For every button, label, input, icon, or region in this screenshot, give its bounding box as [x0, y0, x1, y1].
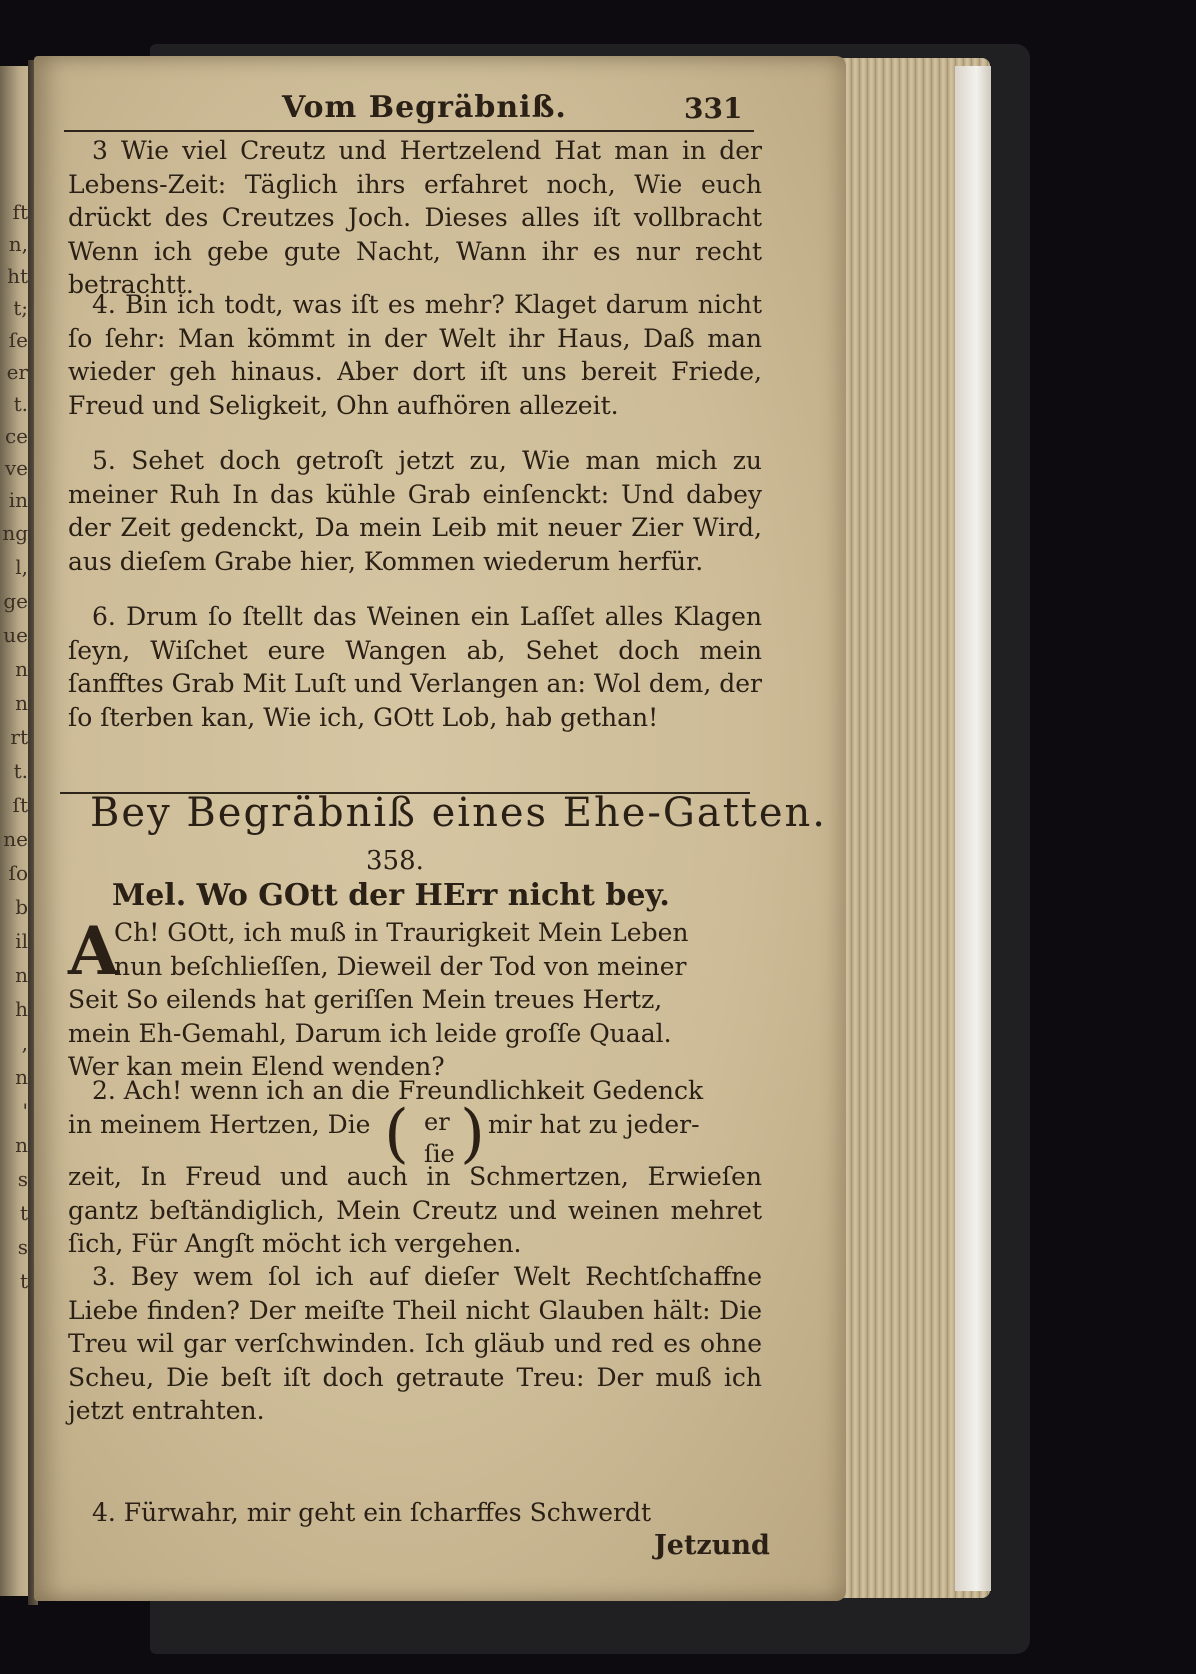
page-header [70, 90, 750, 134]
left-page-fragment: t; [13, 296, 28, 320]
hymn-verse-2-head [68, 1074, 768, 1174]
verse-1-line: mein Eh-Gemahl, Darum ich leide groſſe Quaal. [68, 1018, 672, 1048]
left-page-fragment: ce [4, 424, 28, 448]
verse-5: 5. Sehet doch getroſt jetzt zu, Wie man mich zu meiner Ruh In das kühle Grab einſenckt: Und dabey der Zeit gedenckt, Da mein Leib mit neuer Zier Wird, aus dieſem Grabe hier, Kommen wiederum herfür. [68, 446, 762, 576]
left-page-fragment: b [15, 895, 28, 919]
left-page-fragment: s [17, 1235, 28, 1259]
drop-cap: A [68, 912, 120, 990]
header-rule [64, 130, 754, 132]
left-page-fragment: er [6, 360, 28, 384]
section-title: Bey Begräbniß eines Ehe-Gatten. [90, 790, 827, 836]
verse-2-line-2-end: mir hat zu jeder- [488, 1110, 700, 1139]
left-page-fragment: n [15, 1133, 28, 1157]
page-number: 331 [684, 92, 743, 125]
left-page-fragment: ge [3, 589, 28, 613]
verse-3-b: 3. Bey wem ſol ich auf dieſer Welt Rechtſchaffne Liebe finden? Der meiſte Theil nicht Glauben hält: Die Treu wil gar verſchwinden. Ich gläub und red es ohne Scheu, Die beſt iſt doch getraute Treu: Der muß ich jetzt entrahten. [68, 1262, 762, 1425]
verse-4: 4. Bin ich todt, was iſt es mehr? Klaget darum nicht ſo ſehr: Man kömmt in der Welt ihr Haus, Daß man wieder geh hinaus. Aber dort iſt uns bereit Friede, Freud und Seligkeit, Ohn aufhören allezeit. [68, 290, 762, 420]
option-sie: ſie [424, 1140, 455, 1168]
verse-2-line-2-start: in meinem Hertzen, Die [68, 1110, 371, 1139]
verse-1-line: Wer kan mein Elend wenden? [68, 1052, 445, 1081]
left-page-fragment: h [15, 997, 28, 1021]
left-page-fragment: ht [7, 264, 28, 288]
left-page-fragment: n [15, 963, 28, 987]
close-paren: ) [460, 1097, 485, 1171]
left-page-fragment: ve [4, 456, 28, 480]
verse-2-rest: zeit, In Freud und auch in Schmertzen, Erwieſen gantz beſtändiglich, Mein Creutz und weinen mehret ſich, Für Angſt möcht ich vergehen. [68, 1162, 762, 1258]
left-page-fragment: in [8, 488, 28, 512]
left-page-fragment: ſo [8, 861, 28, 885]
left-page-fragment: n [15, 1065, 28, 1089]
left-page-fragment: , [21, 1031, 28, 1055]
left-page-fragment: t [19, 1201, 28, 1225]
book-page [34, 56, 846, 1601]
verse-4-b: 4. Fürwahr, mir geht ein ſcharffes Schwerdt [92, 1498, 651, 1527]
left-page-fragment: ſe [8, 328, 28, 352]
left-page-fragment: n, [8, 232, 28, 256]
melody-line: Mel. Wo GOtt der HErr nicht bey. [112, 878, 670, 913]
left-page-fragment: l, [15, 555, 28, 579]
hymn-number: 358. [366, 846, 424, 876]
left-page-fragment: t. [13, 759, 28, 783]
option-er: er [424, 1108, 450, 1136]
verse-3: 3 Wie viel Creutz und Hertzelend Hat man in der Lebens-Zeit: Täglich ihrs erfahret noch, Wie euch drückt des Creutzes Joch. Dieses alles iſt vollbracht Wenn ich gebe gute Nacht, Wann ihr es nur recht betrachtt. [68, 136, 762, 299]
left-page-fragment: ' [22, 1099, 28, 1123]
left-page-fragment: ne [3, 827, 28, 851]
verse-1-lines [68, 912, 768, 1084]
left-page-fragment: ue [3, 623, 28, 647]
left-page-fragment: rt [10, 725, 28, 749]
left-page-fragment: ng [2, 521, 28, 545]
left-page-fragment: il [15, 929, 28, 953]
hymn-verse-1 [68, 912, 768, 1084]
verse-1-line: nun beſchlieſſen, Dieweil der Tod von meiner [114, 951, 687, 981]
left-page-fragment: n [15, 691, 28, 715]
running-title: Vom Begräbniß. [282, 90, 567, 125]
left-page-fragment: t. [13, 392, 28, 416]
catchword: Jetzund [654, 1530, 770, 1561]
left-page-fragment: t [19, 1269, 28, 1293]
left-page-fragment: ſt [12, 793, 28, 817]
page-edge-highlight [955, 66, 991, 1591]
left-page-fragment: ft [12, 200, 28, 224]
open-paren: ( [384, 1097, 409, 1171]
left-page-fragment: n [15, 657, 28, 681]
left-page-fragment: s [17, 1167, 28, 1191]
verse-1-line: Seit So eilends hat geriſſen Mein treues Hertz, [68, 985, 663, 1014]
verse-6: 6. Drum ſo ſtellt das Weinen ein Laſſet alles Klagen ſeyn, Wiſchet eure Wangen ab, Sehet doch mein ſanfftes Grab Mit Luſt und Verlangen an: Wol dem, der ſo ſterben kan, Wie ich, GOtt Lob, hab gethan! [68, 602, 762, 732]
verse-2-line-1: 2. Ach! wenn ich an die Freundlichkeit Gedenck [92, 1076, 704, 1105]
verse-1-line: Ch! GOtt, ich muß in Traurigkeit Mein Leben [114, 918, 689, 947]
